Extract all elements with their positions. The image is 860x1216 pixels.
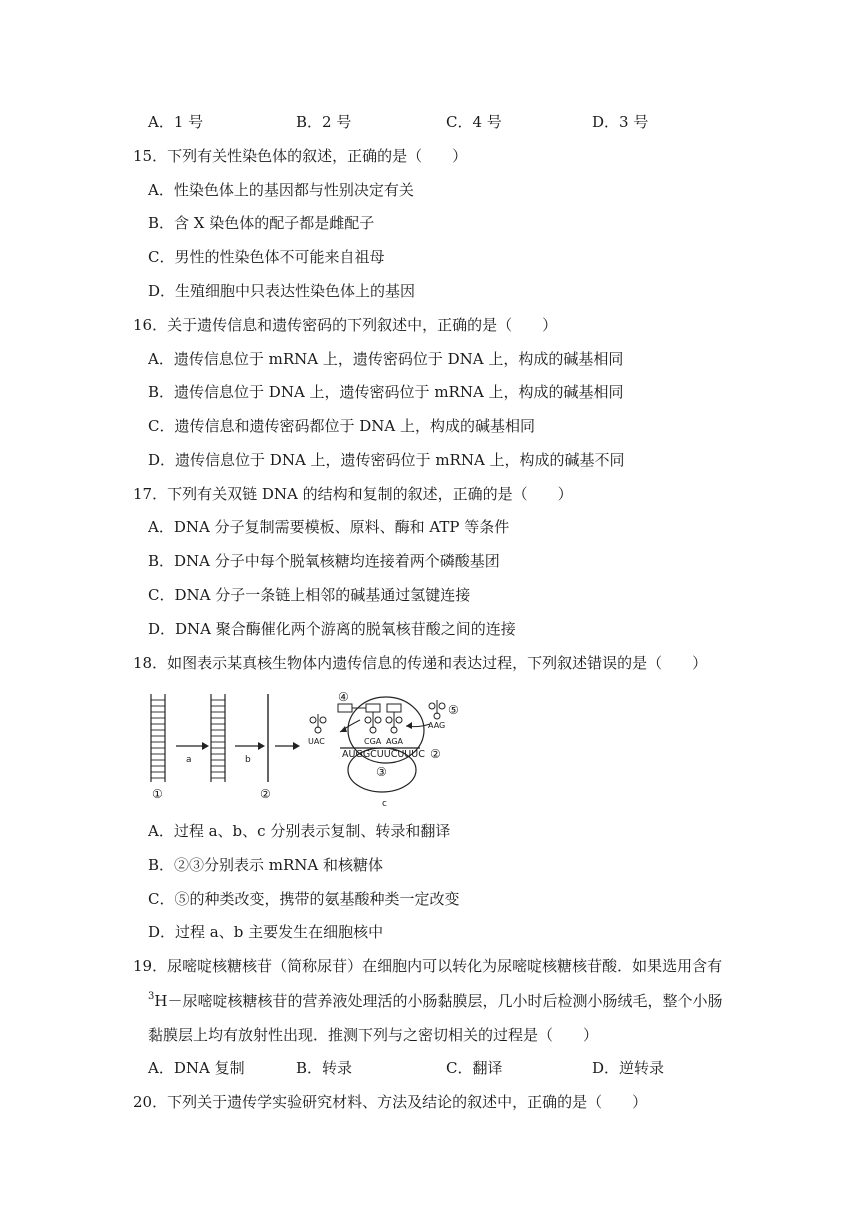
label-2-right: ② — [430, 747, 441, 761]
q15-stem: 15．下列有关性染色体的叙述，正确的是（ ） — [133, 147, 468, 165]
label-3: ③ — [376, 765, 387, 779]
label-4: ④ — [338, 690, 349, 704]
q14-option-a[interactable]: A．1 号 — [148, 113, 204, 131]
trna-uac — [310, 714, 326, 733]
trna-aag — [429, 700, 445, 719]
label-1: ① — [152, 787, 163, 801]
label-5: ⑤ — [448, 703, 459, 717]
q17-stem: 17．下列有关双链 DNA 的结构和复制的叙述，正确的是（ ） — [133, 485, 573, 503]
q18-stem: 18．如图表示某真核生物体内遗传信息的传递和表达过程，下列叙述错误的是（ ） — [133, 654, 708, 672]
q14-option-b[interactable]: B．2 号 — [296, 113, 352, 131]
mrna-sequence: AUGGCUUCUUUC — [342, 749, 425, 760]
q15-option-a[interactable]: A．性染色体上的基因都与性别决定有关 — [148, 181, 414, 199]
trna-cga — [365, 712, 381, 733]
anticodon-cga: CGA — [364, 737, 382, 746]
q18-option-d[interactable]: D．过程 a、b 主要发生在细胞核中 — [148, 923, 384, 941]
anticodon-aag: AAG — [428, 721, 446, 730]
q18-option-a[interactable]: A．过程 a、b、c 分别表示复制、转录和翻译 — [148, 822, 451, 840]
q16-option-c[interactable]: C．遗传信息和遗传密码都位于 DNA 上，构成的碱基相同 — [148, 417, 535, 435]
q16-option-d[interactable]: D．遗传信息位于 DNA 上，遗传密码位于 mRNA 上，构成的碱基不同 — [148, 451, 625, 469]
q16-stem: 16．关于遗传信息和遗传密码的下列叙述中，正确的是（ ） — [133, 316, 558, 334]
q15-option-c[interactable]: C．男性的性染色体不可能来自祖母 — [148, 248, 385, 266]
q15-option-d[interactable]: D．生殖细胞中只表达性染色体上的基因 — [148, 282, 416, 300]
q17-option-d[interactable]: D．DNA 聚合酶催化两个游离的脱氧核苷酸之间的连接 — [148, 620, 516, 638]
arrow-b — [235, 742, 265, 750]
q19-stem-line2-text: H－尿嘧啶核糖核苷的营养液处理活的小肠黏膜层，几小时后检测小肠绒毛，整个小肠 — [154, 992, 723, 1010]
q20-stem: 20．下列关于遗传学实验研究材料、方法及结论的叙述中，正确的是（ ） — [133, 1093, 648, 1111]
dna-double-strand-2 — [211, 694, 225, 782]
peptide-chain — [338, 704, 401, 712]
anticodon-aga: AGA — [386, 737, 404, 746]
label-a: a — [186, 755, 192, 765]
label-c: c — [382, 799, 387, 809]
trna-aga — [386, 712, 402, 733]
q19-stem-line3: 黏膜层上均有放射性出现．推测下列与之密切相关的过程是（ ） — [148, 1026, 599, 1044]
q15-option-b[interactable]: B．含 X 染色体的配子都是雌配子 — [148, 214, 375, 232]
q16-option-a[interactable]: A．遗传信息位于 mRNA 上，遗传密码位于 DNA 上，构成的碱基相同 — [148, 350, 624, 368]
q17-option-b[interactable]: B．DNA 分子中每个脱氧核糖均连接着两个磷酸基团 — [148, 552, 500, 570]
q19-superscript: 3 — [148, 991, 155, 1002]
label-b: b — [245, 755, 251, 765]
q17-option-c[interactable]: C．DNA 分子一条链上相邻的碱基通过氢键连接 — [148, 586, 471, 604]
q19-option-c[interactable]: C．翻译 — [446, 1059, 503, 1077]
label-2-left: ② — [260, 787, 271, 801]
q16-option-b[interactable]: B．遗传信息位于 DNA 上，遗传密码位于 mRNA 上，构成的碱基相同 — [148, 383, 624, 401]
q14-option-c[interactable]: C．4 号 — [446, 113, 502, 131]
arrow-a — [176, 742, 209, 750]
q19-option-b[interactable]: B．转录 — [296, 1059, 353, 1077]
gene-expression-figure — [150, 690, 480, 810]
q19-stem-line1: 19．尿嘧啶核糖核苷（简称尿苷）在细胞内可以转化为尿嘧啶核糖核苷酸．如果选用含有 — [133, 957, 723, 975]
q19-stem-line2 — [148, 991, 722, 1011]
dna-double-strand-1 — [151, 694, 165, 782]
q19-option-d[interactable]: D．逆转录 — [592, 1059, 665, 1077]
q17-option-a[interactable]: A．DNA 分子复制需要模板、原料、酶和 ATP 等条件 — [148, 518, 510, 536]
q19-option-a[interactable]: A．DNA 复制 — [148, 1059, 245, 1077]
q18-option-b[interactable]: B．②③分别表示 mRNA 和核糖体 — [148, 856, 384, 874]
q14-option-d[interactable]: D．3 号 — [592, 113, 649, 131]
anticodon-uac: UAC — [308, 737, 325, 746]
q18-option-c[interactable]: C．⑤的种类改变，携带的氨基酸种类一定改变 — [148, 890, 460, 908]
arrow-to-translation — [275, 742, 300, 750]
